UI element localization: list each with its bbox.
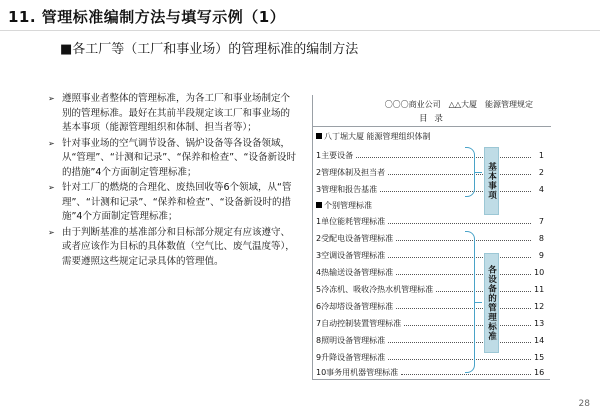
dot-leader bbox=[356, 152, 531, 158]
dot-leader bbox=[388, 354, 531, 360]
dot-leader bbox=[388, 218, 531, 224]
toc-heading: 目 录 bbox=[419, 114, 445, 124]
toc-row-page: 2 bbox=[538, 167, 544, 177]
toc-row bbox=[316, 166, 544, 178]
brace-basic bbox=[465, 147, 475, 197]
dot-leader bbox=[396, 235, 531, 241]
square-bullet-icon bbox=[316, 133, 322, 139]
toc-row-page: 15 bbox=[534, 352, 545, 362]
toc-section-label: 个别管理标准 bbox=[324, 201, 372, 210]
toc-row-page: 11 bbox=[534, 284, 545, 294]
toc-row-label: 6冷却塔设备管理标准 bbox=[316, 301, 394, 311]
toc-row-page: 4 bbox=[538, 184, 544, 194]
brace-basic-tick bbox=[475, 172, 482, 173]
toc-row-label: 1单位能耗管理标准 bbox=[316, 216, 386, 226]
toc-row bbox=[316, 300, 544, 312]
toc-row-label: 2管理体制及担当者 bbox=[316, 167, 386, 177]
toc-row-page: 12 bbox=[534, 301, 545, 311]
dot-leader bbox=[380, 186, 531, 192]
square-bullet-icon bbox=[316, 202, 322, 208]
toc-row bbox=[316, 215, 544, 227]
toc-row-label: 9升降设备管理标准 bbox=[316, 352, 386, 362]
toc-row bbox=[316, 149, 544, 161]
toc-row-page: 1 bbox=[538, 150, 544, 160]
toc-row bbox=[316, 183, 544, 195]
brace-specific-tick bbox=[475, 302, 482, 303]
toc-row-label: 4热输送设备管理标准 bbox=[316, 267, 394, 277]
toc-section-organization bbox=[316, 131, 431, 142]
title-divider bbox=[0, 30, 600, 31]
slide-subtitle: ■各工厂等（工厂和事业场）的管理标准的编制方法 bbox=[60, 42, 359, 57]
bullet-item: ➢ 针对事业场的空气调节设备、锅炉设备等各设备领域，从“管理”、“计测和记录”、“保养和检查”、“设备新设时的措施”4个方面制定管理标准； bbox=[48, 137, 298, 181]
tag-basic-label: 基本事项 bbox=[486, 162, 497, 200]
toc-section-label: 八丁堀大厦 能源管理组织体制 bbox=[324, 132, 431, 141]
dot-leader bbox=[396, 269, 531, 275]
tag-basic bbox=[484, 147, 499, 215]
bullet-item: ➢ 遵照事业者整体的管理标准，为各工厂和事业场制定个别的管理标准。最好在其前半段规定该工厂和事业场的基本事项（能源管理组织和体制、担当者等）； bbox=[48, 92, 298, 136]
toc-row-page: 13 bbox=[534, 318, 545, 328]
dot-leader bbox=[396, 303, 531, 309]
dot-leader bbox=[388, 337, 531, 343]
dot-leader bbox=[388, 252, 531, 258]
toc-row bbox=[316, 266, 544, 278]
toc-row-label: 10事务用机器管理标准 bbox=[316, 367, 399, 377]
slide-title: 11. 管理标准编制方法与填写示例（1） bbox=[8, 8, 286, 26]
toc-divider bbox=[313, 126, 551, 127]
bullet-item: ➢ 由于判断基准的基准部分和目标部分规定有应该遵守、或者应该作为目标的具体数值（空气比、废气温度等），需要遵照这些规定记录具体的管理值。 bbox=[48, 226, 298, 270]
dot-leader bbox=[388, 169, 531, 175]
bullet-item: ➢ 针对工厂的燃烧的合理化、废热回收等6个领域，从“管理”、“计测和记录”、“保养和检查”、“设备新设时的措施”4个方面制定管理标准； bbox=[48, 181, 298, 225]
toc-row bbox=[316, 249, 544, 261]
toc-row-page: 8 bbox=[538, 233, 544, 243]
toc-row bbox=[316, 317, 544, 329]
toc-section-standards bbox=[316, 200, 372, 211]
tag-specific bbox=[484, 253, 499, 353]
toc-row-label: 2受配电设备管理标准 bbox=[316, 233, 394, 243]
toc-row-page: 7 bbox=[538, 216, 544, 226]
bullet-list bbox=[48, 92, 298, 270]
brace-specific bbox=[465, 231, 475, 373]
toc-row bbox=[316, 334, 544, 346]
toc-row-page: 9 bbox=[538, 250, 544, 260]
toc-row-label: 3空调设备管理标准 bbox=[316, 250, 386, 260]
tag-specific-label: 各设备的管理标准 bbox=[486, 265, 497, 341]
toc-row-page: 14 bbox=[534, 335, 545, 345]
toc-row bbox=[316, 283, 544, 295]
toc-row-label: 1主要设备 bbox=[316, 150, 354, 160]
page-number: 28 bbox=[578, 399, 590, 409]
toc-row-page: 16 bbox=[534, 367, 545, 377]
toc-row-label: 5冷冻机、吸收冷热水机管理标准 bbox=[316, 284, 434, 294]
toc-row-label: 8照明设备管理标准 bbox=[316, 335, 386, 345]
document-header: 〇〇〇商业公司 △△大厦 能源管理规定 bbox=[384, 100, 533, 109]
toc-row-label: 7自动控制装置管理标准 bbox=[316, 318, 402, 328]
document-excerpt bbox=[312, 95, 550, 380]
toc-row bbox=[316, 351, 544, 363]
toc-row-label: 3管理和报告基准 bbox=[316, 184, 378, 194]
toc-row bbox=[316, 232, 544, 244]
toc-row bbox=[316, 366, 544, 378]
toc-row-page: 10 bbox=[534, 267, 545, 277]
